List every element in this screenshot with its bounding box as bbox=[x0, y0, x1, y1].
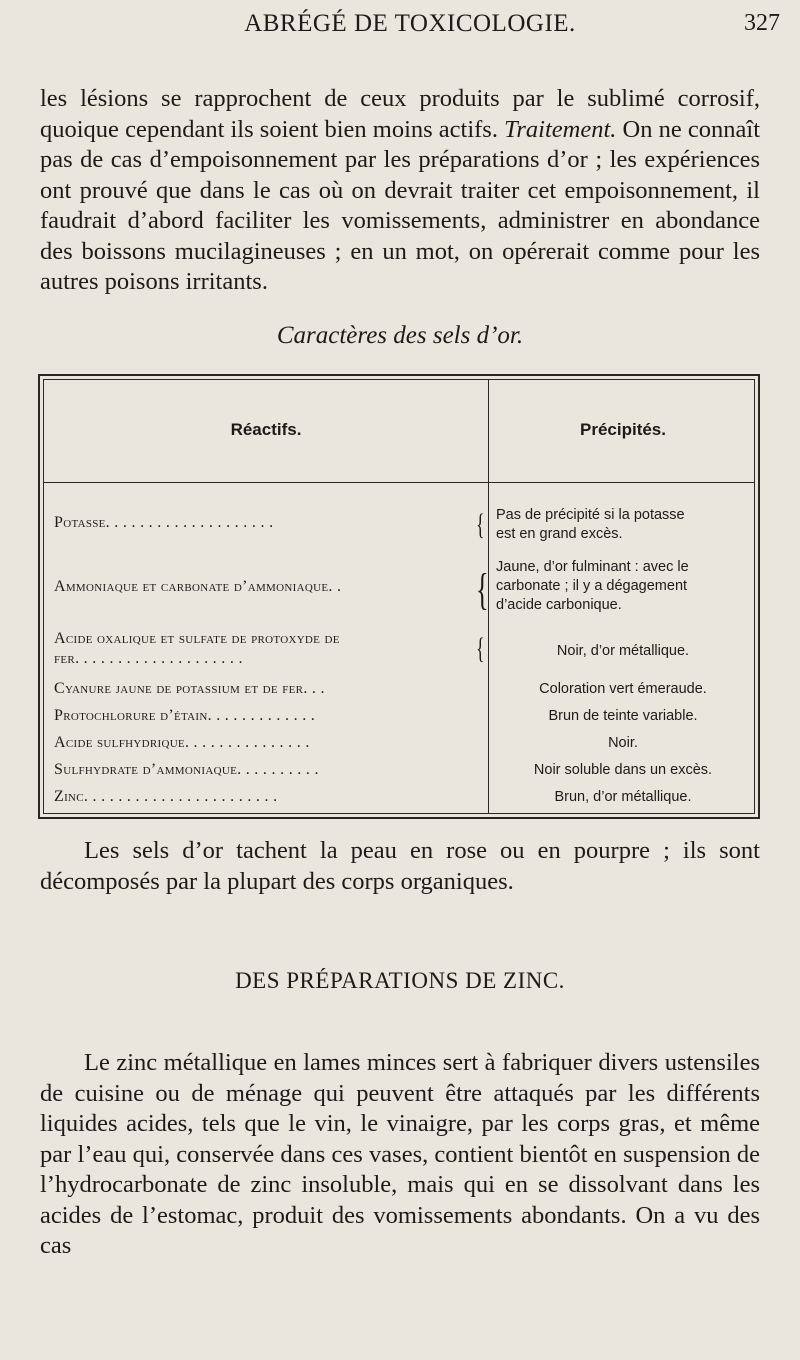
running-title: ABRÉGÉ DE TOXICOLOGIE. bbox=[244, 10, 576, 37]
precipite-line: d’acide carbonique. bbox=[496, 597, 622, 613]
reactif-cell: Sulfhydrate d’ammoniaque. . . . . . . . . . bbox=[54, 761, 319, 778]
precipite-line: Coloration vert émeraude. bbox=[539, 681, 707, 697]
precipite-line: Brun de teinte variable. bbox=[548, 708, 698, 724]
reactif-cell-continued: fer. . . . . . . . . . . . . . . . . . . . bbox=[54, 650, 243, 667]
precipite-line: Pas de précipité si la potasse bbox=[496, 507, 685, 523]
running-head bbox=[40, 10, 780, 54]
reactif-cell: Acide oxalique et sulfate de protoxyde de bbox=[54, 630, 340, 647]
precipite-line: Jaune, d’or fulminant : avec le bbox=[496, 559, 689, 575]
precipite-line: est en grand excès. bbox=[496, 526, 623, 542]
section-heading: DES PRÉPARATIONS DE ZINC. bbox=[235, 968, 565, 993]
page-number: 327 bbox=[744, 10, 780, 36]
gold-salts-paragraph: Les sels d’or tachent la peau en rose ou en pourpre ; ils sont décomposés par la plupart des corps organiques. bbox=[40, 837, 760, 895]
precipite-line: Brun, d’or métallique. bbox=[554, 789, 692, 805]
treatment-label: Traitement. bbox=[504, 115, 617, 143]
reactif-cell: Acide sulfhydrique. . . . . . . . . . . . . . . bbox=[54, 734, 310, 751]
precipite-line: Noir. bbox=[608, 735, 638, 751]
precipite-line: Noir soluble dans un excès. bbox=[533, 762, 713, 778]
reactif-cell: Cyanure jaune de potassium et de fer. . . bbox=[54, 680, 325, 697]
reagents-table bbox=[38, 374, 760, 819]
table-caption: Caractères des sels d’or. bbox=[276, 322, 524, 349]
header-precipites: Précipités. bbox=[580, 420, 666, 439]
header-reactifs: Réactifs. bbox=[230, 420, 302, 439]
treatment-text: On ne connaît pas de cas d’empoisonnement par les préparations d’or ; les expériences ont prouvé que dans le cas où on devrait traiter cet empoisonnement, il faudrait d’abord faciliter les vomissements, administrer en abondance des boissons mucilagineuses ; en un mot, on opérerait comme pour les autres poisons irritants. bbox=[40, 115, 761, 295]
reactif-cell: Zinc. . . . . . . . . . . . . . . . . . . . . . . bbox=[54, 788, 278, 805]
brace-glyph: { bbox=[476, 508, 485, 541]
brace-glyph: { bbox=[476, 632, 485, 665]
header-rule bbox=[44, 482, 754, 483]
brace-glyph: { bbox=[476, 565, 489, 614]
reactif-cell: Ammoniaque et carbonate d’ammoniaque. . bbox=[54, 578, 342, 595]
zinc-paragraph: Le zinc métallique en lames minces sert à fabriquer divers ustensiles de cuisine ou de ménage qui peuvent être attaqués par les différents liquides acides, tels que le vin, le vinaigre, par les corps gras, et même par l’eau qui, conservée dans ces vases, contient bientôt en suspension de l’hydrocarbonate de zinc insoluble, mais qui en se dissolvant dans les acides de l’estomac, produit des vomissements abondants. On a vu des cas bbox=[40, 1049, 760, 1259]
precipite-line: carbonate ; il y a dégagement bbox=[496, 578, 688, 594]
reactif-cell: Potasse. . . . . . . . . . . . . . . . . . . . bbox=[54, 514, 274, 531]
table-frame bbox=[43, 379, 755, 814]
intro-paragraph bbox=[40, 84, 760, 298]
reactif-cell: Protochlorure d’étain. . . . . . . . . . . . . bbox=[54, 707, 316, 724]
precipite-line: Noir, d’or métallique. bbox=[556, 643, 690, 659]
intro-text: les lésions se rapprochent de ceux produits par le sublimé corrosif, quoique cependant ils soient bien moins actifs. bbox=[40, 85, 760, 143]
